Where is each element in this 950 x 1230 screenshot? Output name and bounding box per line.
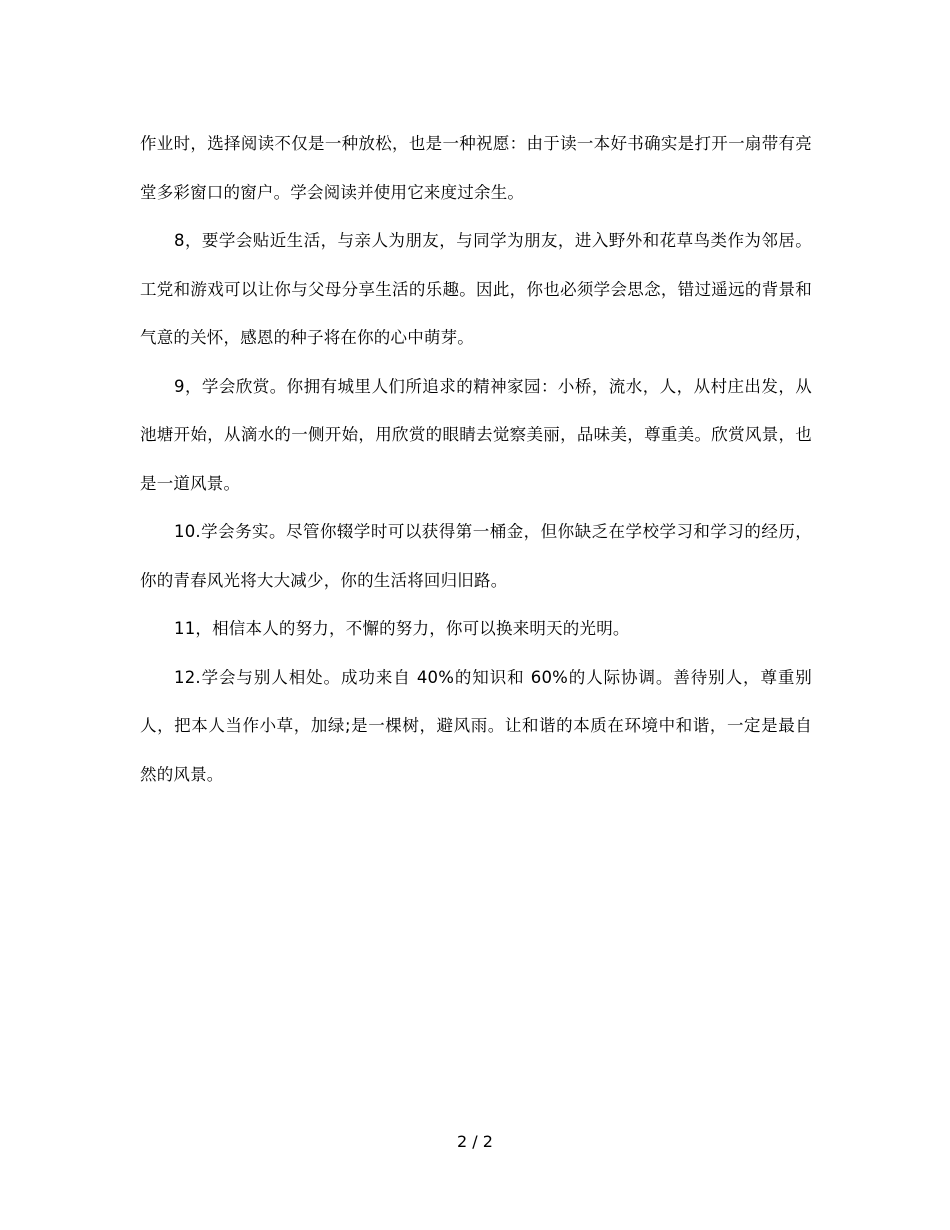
document-body bbox=[140, 120, 812, 799]
paragraph-item-10: 10.学会务实。尽管你辍学时可以获得第一桶金，但你缺乏在学校学习和学习的经历，你的青春风光将大大减少，你的生活将回归旧路。 bbox=[140, 522, 812, 590]
paragraph-item-9: 9，学会欣赏。你拥有城里人们所追求的精神家园：小桥，流水，人，从村庄出发，从池塘开始，从滴水的一侧开始，用欣赏的眼睛去觉察美丽，品味美，尊重美。欣赏风景，也是一道风景。 bbox=[140, 376, 812, 493]
page-number: 2 / 2 bbox=[457, 1132, 493, 1151]
paragraph-continuation: 作业时，选择阅读不仅是一种放松，也是一种祝愿：由于读一本好书确实是打开一扇带有亮堂多彩窗口的窗户。学会阅读并使用它来度过余生。 bbox=[140, 134, 812, 202]
paragraph-item-11: 11，相信本人的努力，不懈的努力，你可以换来明天的光明。 bbox=[174, 619, 630, 638]
paragraph-item-12: 12.学会与别人相处。成功来自 40%的知识和 60%的人际协调。善待别人，尊重别人，把本人当作小草，加绿;是一棵树，避风雨。让和谐的本质在环境中和谐，一定是最自然的风景。 bbox=[140, 667, 812, 784]
paragraph-item-8: 8，要学会贴近生活，与亲人为朋友，与同学为朋友，进入野外和花草鸟类作为邻居。工党和游戏可以让你与父母分享生活的乐趣。因此，你也必须学会思念，错过遥远的背景和气意的关怀，感恩的种子将在你的心中萌芽。 bbox=[140, 231, 812, 347]
